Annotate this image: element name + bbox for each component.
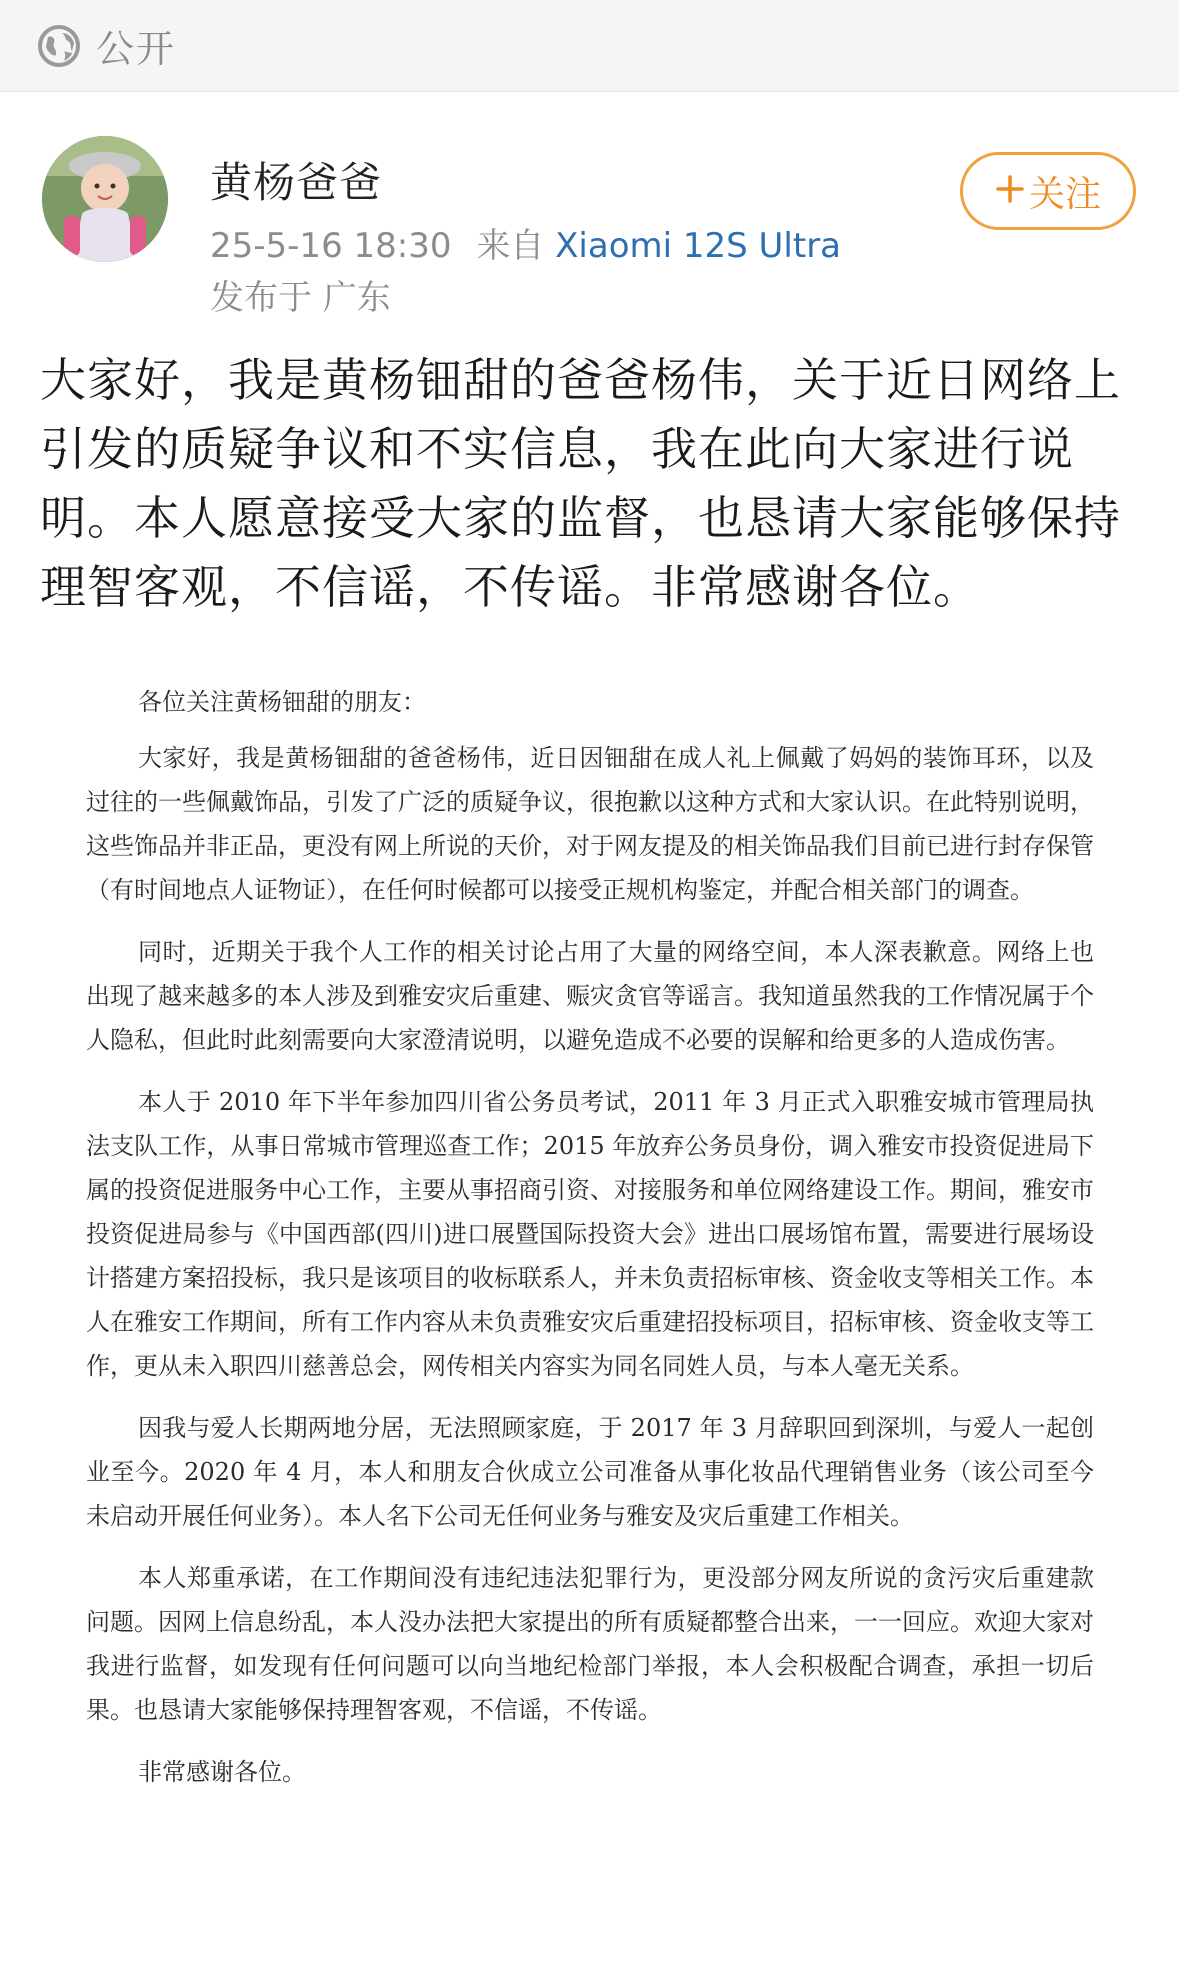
post-header bbox=[0, 92, 1179, 332]
device-link[interactable]: Xiaomi 12S Ultra bbox=[555, 226, 842, 266]
follow-button[interactable] bbox=[960, 152, 1136, 230]
plus-icon bbox=[995, 168, 1025, 214]
visibility-label: 公开 bbox=[96, 27, 177, 71]
globe-icon bbox=[38, 25, 80, 67]
post-meta bbox=[210, 218, 841, 267]
statement-closing: 非常感谢各位。 bbox=[138, 1758, 306, 1786]
statement-paragraph: 因我与爱人长期两地分居，无法照顾家庭，于 2017 年 3 月辞职回到深圳，与爱人一起创业至今。2020 年 4 月，本人和朋友合伙成立公司准备从事化妆品代理销售业务（该公司至今未启动开展任何业务）。本人名下公司无任何业务与雅安及灾后重建工作相关。 bbox=[86, 1414, 1094, 1530]
statement-paragraph: 本人于 2010 年下半年参加四川省公务员考试，2011 年 3 月正式入职雅安城市管理局执法支队工作，从事日常城市管理巡查工作；2015 年放弃公务员身份，调入雅安市投资促进局下属的投资促进服务中心工作，主要从事招商引资、对接服务和单位网络建设工作。期间，雅安市投资促进局参与《中国西部(四川)进口展暨国际投资大会》进出口展场馆布置，需要进行展场设计搭建方案招投标，我只是该项目的收标联系人，并未负责招标审核、资金收支等相关工作。本人在雅安工作期间，所有工作内容从未负责雅安灾后重建招投标项目，招标审核、资金收支等工作，更从未入职四川慈善总会，网传相关内容实为同名同姓人员，与本人毫无关系。 bbox=[86, 1088, 1094, 1380]
statement-paragraph: 本人郑重承诺，在工作期间没有违纪违法犯罪行为，更没部分网友所说的贪污灾后重建款问题。因网上信息纷乱，本人没办法把大家提出的所有质疑都整合出来，一一回应。欢迎大家对我进行监督，如发现有任何问题可以向当地纪检部门举报，本人会积极配合调查，承担一切后果。也恳请大家能够保持理智客观，不信谣，不传谣。 bbox=[86, 1564, 1094, 1724]
statement-paragraph: 同时，近期关于我个人工作的相关讨论占用了大量的网络空间，本人深表歉意。网络上也出现了越来越多的本人涉及到雅安灾后重建、赈灾贪官等谣言。我知道虽然我的工作情况属于个人隐私，但此时此刻需要向大家澄清说明，以避免造成不必要的误解和给更多的人造成伤害。 bbox=[86, 938, 1094, 1054]
avatar[interactable] bbox=[42, 136, 168, 262]
follow-label: 关注 bbox=[1028, 173, 1101, 215]
statement-paragraph: 大家好，我是黄杨钿甜的爸爸杨伟，近日因钿甜在成人礼上佩戴了妈妈的装饰耳环，以及过往的一些佩戴饰品，引发了广泛的质疑争议，很抱歉以这种方式和大家认识。在此特别说明，这些饰品并非正品，更没有网上所说的天价，对于网友提及的相关饰品我们目前已进行封存保管（有时间地点人证物证），在任何时候都可以接受正规机构鉴定，并配合相关部门的调查。 bbox=[86, 744, 1094, 904]
post-timestamp: 25-5-16 18:30 bbox=[210, 226, 452, 266]
statement-image bbox=[86, 680, 1094, 1794]
author-name[interactable]: 黄杨爸爸 bbox=[210, 158, 383, 207]
post-location: 发布于 广东 bbox=[210, 278, 391, 318]
statement-greeting: 各位关注黄杨钿甜的朋友： bbox=[138, 688, 426, 716]
post-body: 大家好，我是黄杨钿甜的爸爸杨伟，关于近日网络上引发的质疑争议和不实信息，我在此向大家进行说明。本人愿意接受大家的监督，也恳请大家能够保持理智客观，不信谣，不传谣。非常感谢各位。 bbox=[40, 353, 1121, 614]
from-label: 来自 bbox=[476, 226, 545, 266]
visibility-bar bbox=[0, 0, 1179, 92]
